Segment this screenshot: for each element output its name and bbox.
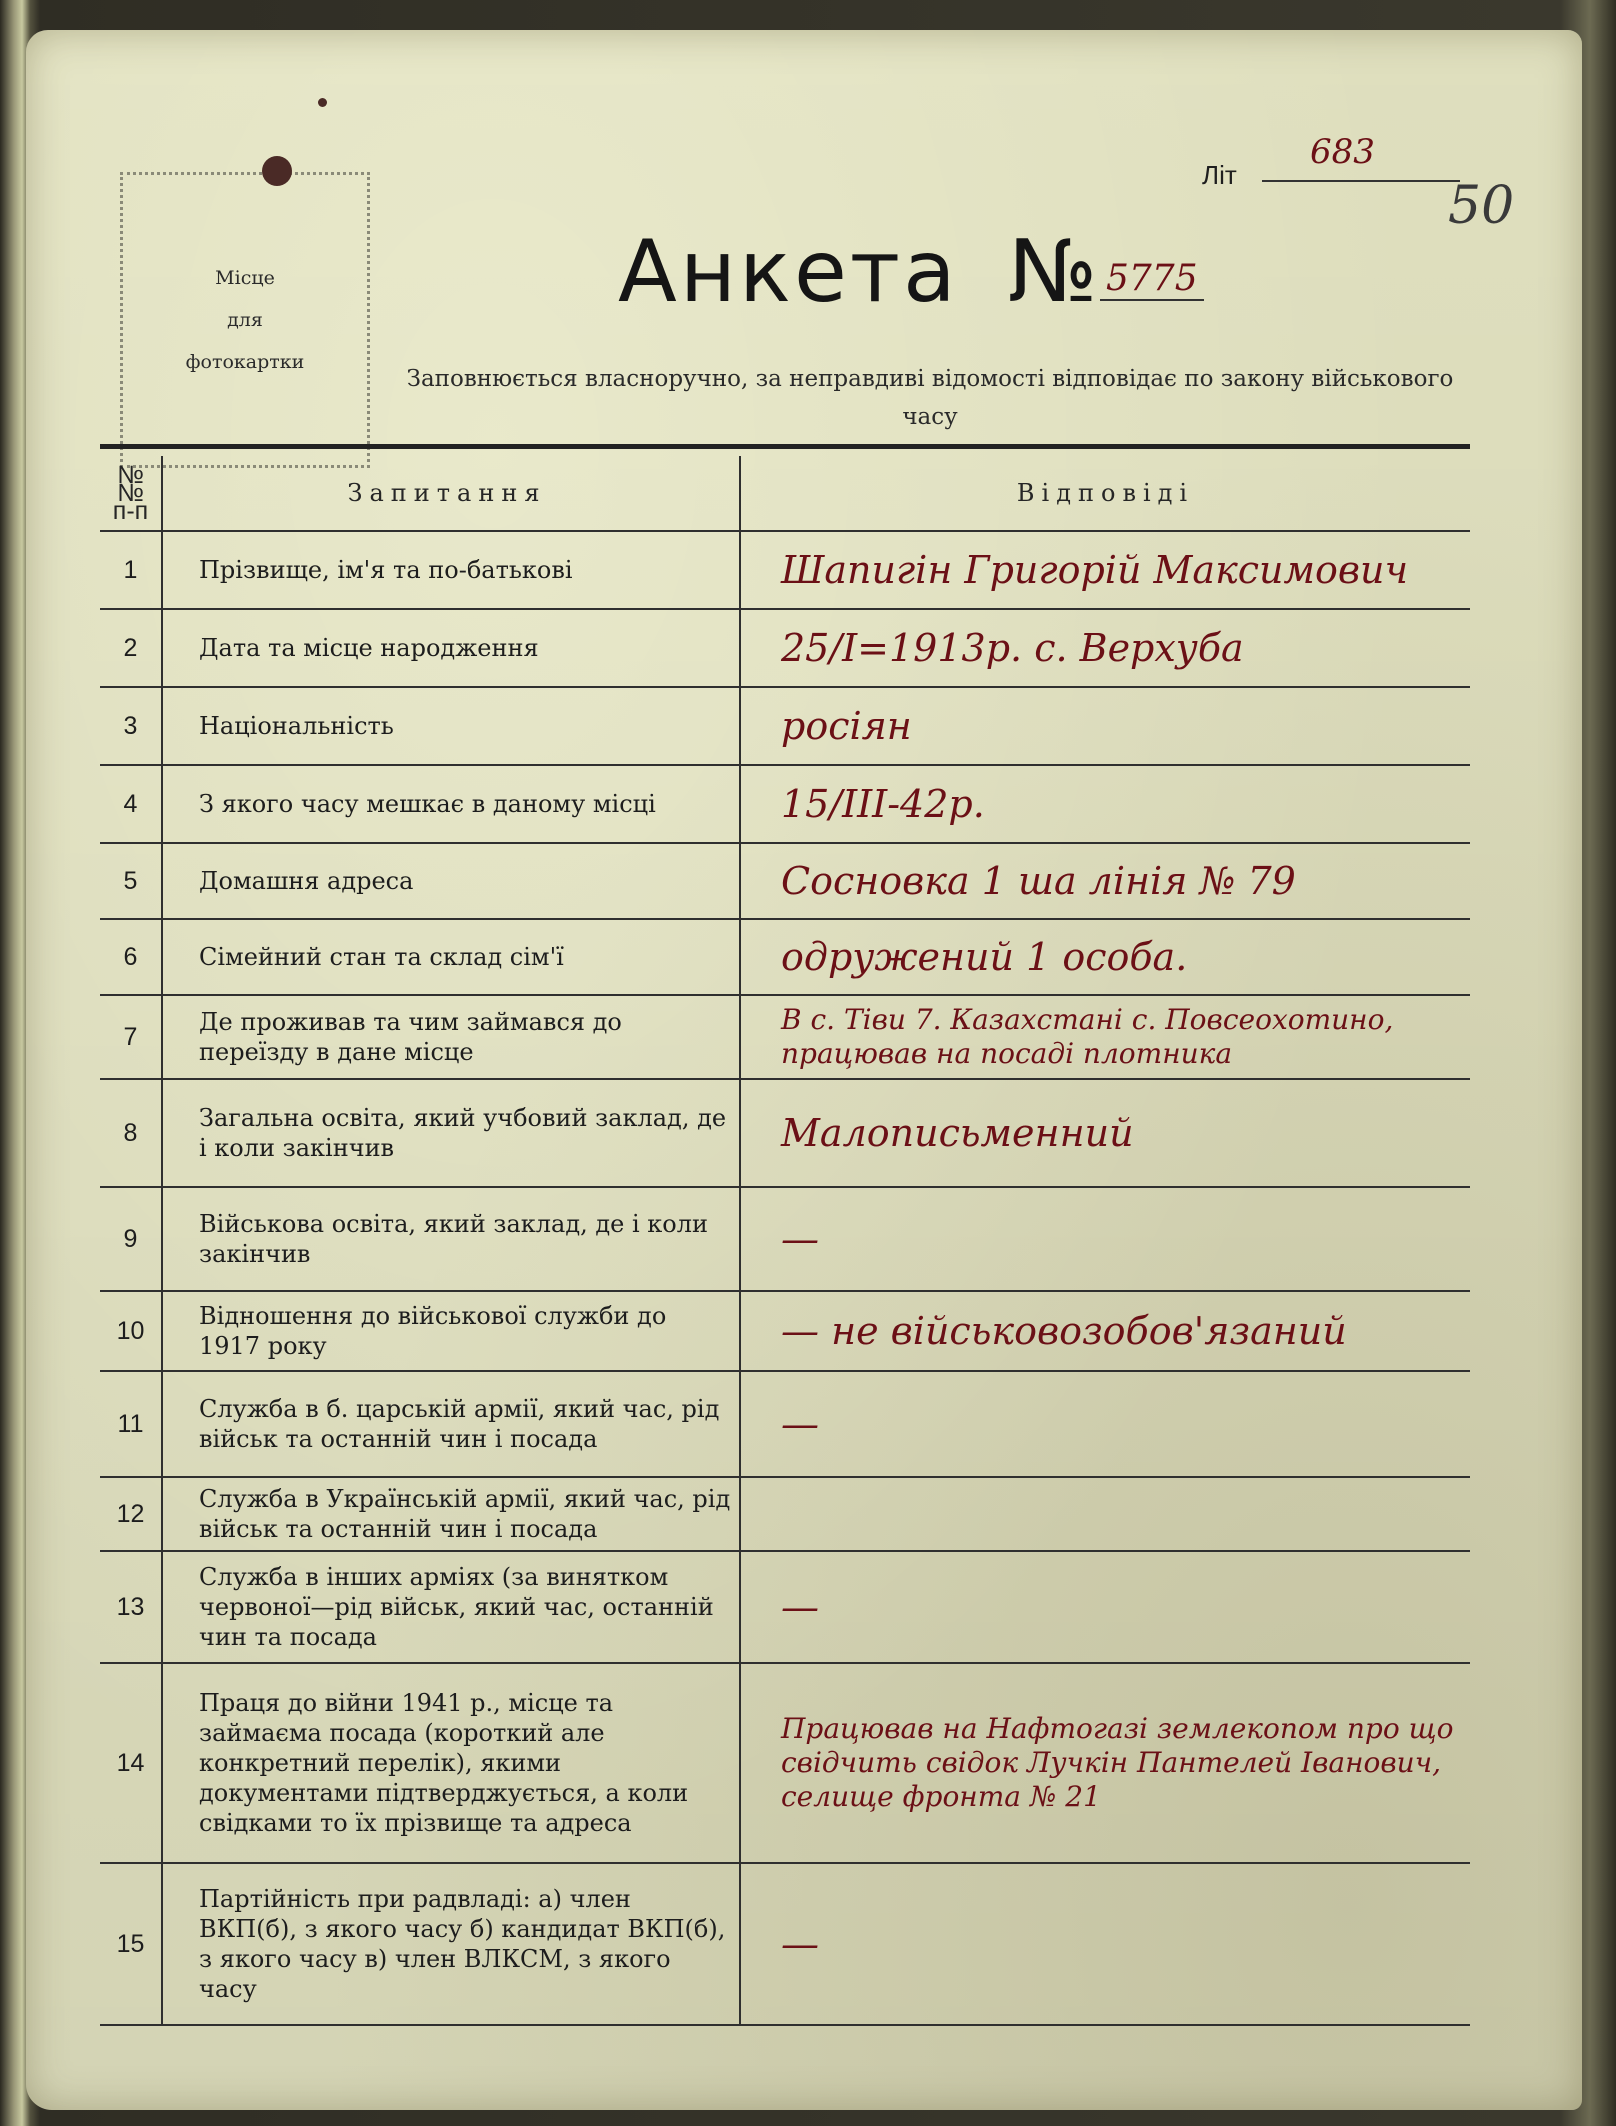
row-question: Військова освіта, який заклад, де і коли закінчив [162, 1187, 740, 1291]
photo-box-line-2: для [227, 309, 263, 331]
table-row [100, 1551, 1470, 1663]
row-answer: росіян [740, 687, 1470, 765]
row-answer: Шапигін Григорій Максимович [740, 531, 1470, 609]
form-subtitle: Заповнюється власноручно, за неправдиві відомості відповідає по закону військового часу [406, 366, 1454, 430]
number-sign: № [1008, 222, 1098, 322]
header-number: №№ п-п [100, 456, 162, 531]
table-row [100, 1663, 1470, 1863]
row-number: 8 [100, 1079, 162, 1187]
header-rule [100, 444, 1470, 449]
form-number: 5775 [1100, 258, 1204, 301]
row-question: Дата та місце народження [162, 609, 740, 687]
lit-underline [1262, 180, 1460, 182]
row-question: Прізвище, ім'я та по-батькові [162, 531, 740, 609]
row-answer: — [740, 1187, 1470, 1291]
table-row [100, 1477, 1470, 1551]
row-answer: 15/ІІІ-42р. [740, 765, 1470, 843]
row-answer: одружений 1 особа. [740, 919, 1470, 995]
row-answer: — [740, 1863, 1470, 2025]
table-row [100, 1291, 1470, 1371]
row-question: Служба в інших арміях (за винятком червоної—рід військ, який час, останній чин та посада [162, 1551, 740, 1663]
row-answer: В с. Тіви 7. Казахстані с. Повсеохотино, працював на посаді плотника [740, 995, 1470, 1079]
row-question: Служба в б. царській армії, який час, рід військ та останній чин і посада [162, 1371, 740, 1477]
row-number: 11 [100, 1371, 162, 1477]
row-number: 15 [100, 1863, 162, 2025]
table-row [100, 1863, 1470, 2025]
table-row [100, 765, 1470, 843]
row-question: Де проживав та чим займався до переїзду в дане місце [162, 995, 740, 1079]
table-row [100, 1371, 1470, 1477]
row-question: Праця до війни 1941 р., місце та займаєма посада (короткий але конкретний перелік), якими документами підтверджується, а коли свідками то їх прізвище та адреса [162, 1663, 740, 1863]
table-row [100, 609, 1470, 687]
row-question: Національність [162, 687, 740, 765]
row-question: Загальна освіта, який учбовий заклад, де і коли закінчив [162, 1079, 740, 1187]
photo-placeholder-box [120, 172, 370, 468]
row-question: Служба в Українській армії, який час, рід військ та останній чин і посада [162, 1477, 740, 1551]
table-row [100, 919, 1470, 995]
row-question: Домашня адреса [162, 843, 740, 919]
photo-box-line-3: фотокартки [185, 351, 305, 373]
row-answer: Працював на Нафтогазі землекопом про що свідчить свідок Лучкін Пантелей Іванович, селище фронта № 21 [740, 1663, 1470, 1863]
row-number: 12 [100, 1477, 162, 1551]
ink-speck [318, 98, 327, 107]
table-row [100, 1079, 1470, 1187]
row-number: 13 [100, 1551, 162, 1663]
form-title: Анкета [618, 222, 959, 322]
row-answer [740, 1477, 1470, 1551]
row-number: 6 [100, 919, 162, 995]
margin-number: 50 [1448, 176, 1515, 236]
row-question: З якого часу мешкає в даному місці [162, 765, 740, 843]
row-number: 14 [100, 1663, 162, 1863]
row-question: Партійність при радвладі: а) член ВКП(б), з якого часу б) кандидат ВКП(б), з якого часу в) член ВЛКСМ, з якого часу [162, 1863, 740, 2025]
row-number: 1 [100, 531, 162, 609]
row-question: Відношення до військової служби до 1917 року [162, 1291, 740, 1371]
row-number: 10 [100, 1291, 162, 1371]
row-number: 9 [100, 1187, 162, 1291]
table-row [100, 843, 1470, 919]
header-question: Запитання [162, 456, 740, 531]
table-header-row [100, 456, 1470, 531]
questionnaire-table [100, 456, 1470, 2026]
row-answer: — [740, 1371, 1470, 1477]
row-answer: 25/І=1913р. с. Верхуба [740, 609, 1470, 687]
photo-box-line-1: Місце [215, 267, 275, 289]
lit-value: 683 [1310, 132, 1375, 172]
row-number: 4 [100, 765, 162, 843]
table-row [100, 995, 1470, 1079]
row-number: 5 [100, 843, 162, 919]
row-number: 2 [100, 609, 162, 687]
table-row [100, 1187, 1470, 1291]
lit-label: Літ [1202, 160, 1237, 190]
table-row [100, 687, 1470, 765]
row-answer: Сосновка 1 ша лінія № 79 [740, 843, 1470, 919]
row-answer: — не військовозобов'язаний [740, 1291, 1470, 1371]
row-number: 7 [100, 995, 162, 1079]
row-number: 3 [100, 687, 162, 765]
ink-blot [262, 156, 292, 186]
table-row [100, 531, 1470, 609]
row-answer: Малописьменний [740, 1079, 1470, 1187]
row-question: Сімейний стан та склад сім'ї [162, 919, 740, 995]
header-answer: Відповіді [740, 456, 1470, 531]
row-answer: — [740, 1551, 1470, 1663]
